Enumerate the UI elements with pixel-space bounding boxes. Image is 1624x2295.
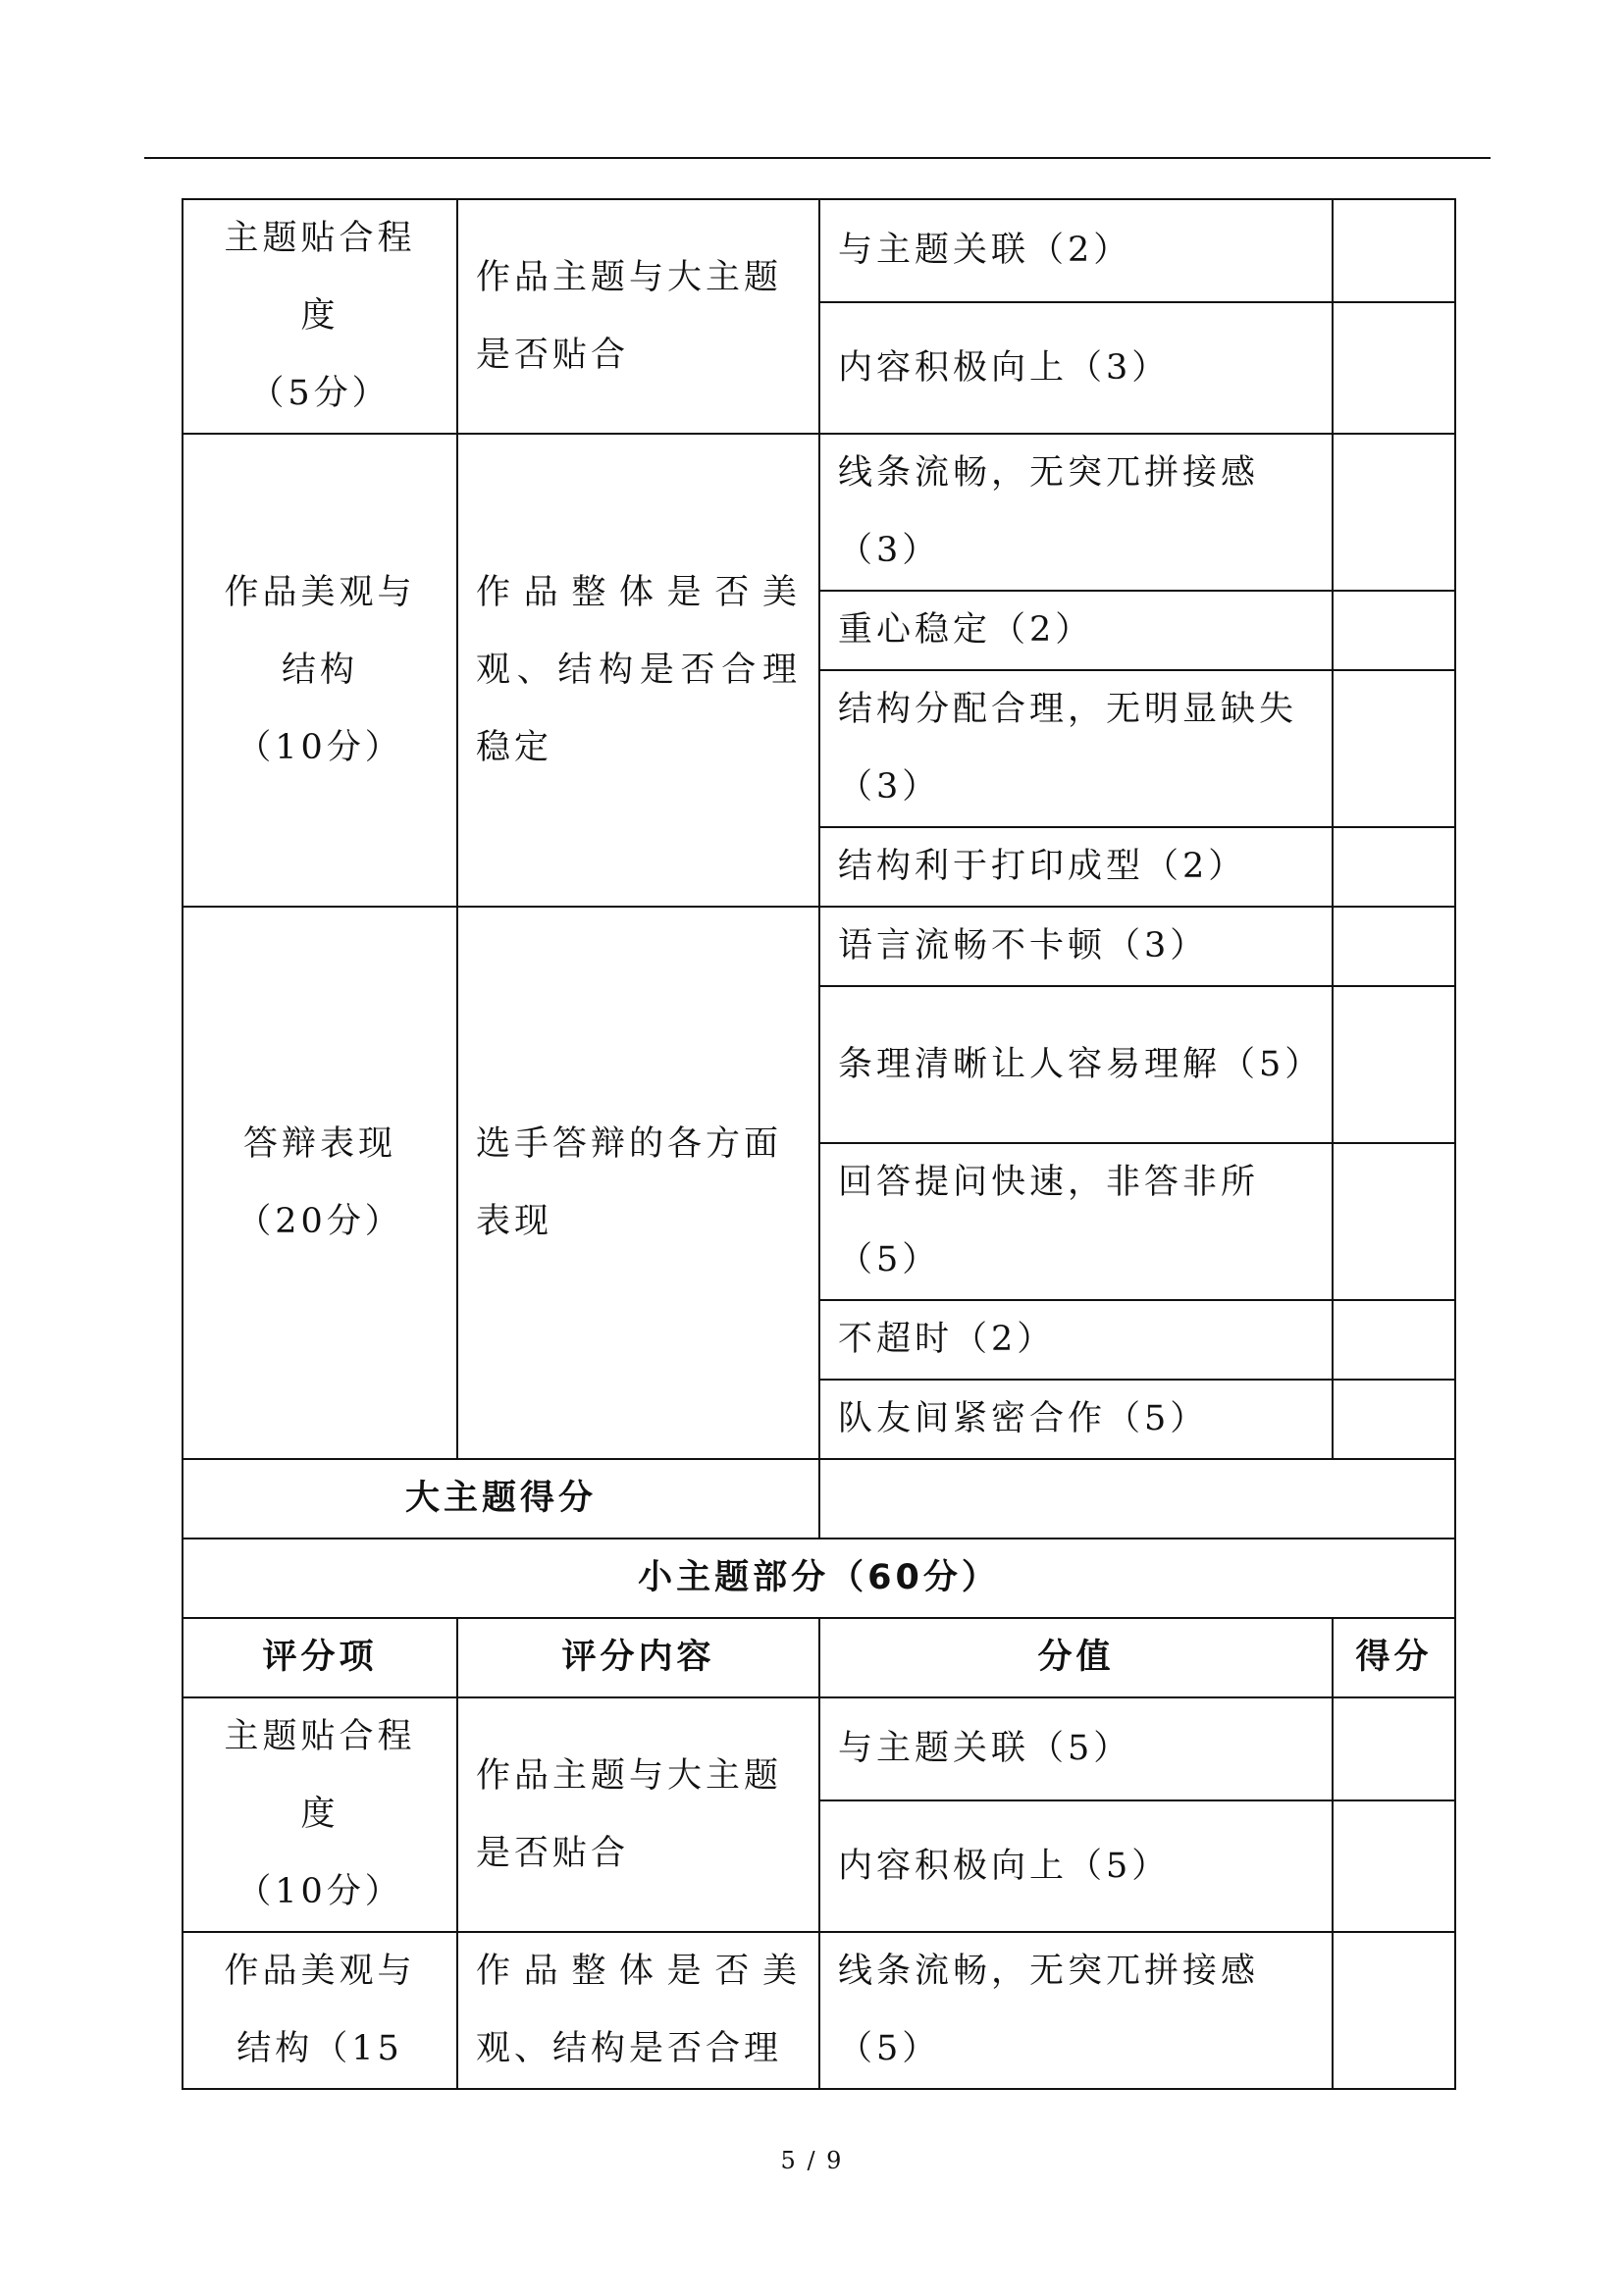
column-header: 得分 — [1333, 1618, 1455, 1697]
score-value: 线条流畅，无突兀拼接感（5） — [819, 1932, 1333, 2089]
score-value: 语言流畅不卡顿（3） — [819, 907, 1333, 986]
criterion-content: 选手答辩的各方面表现 — [457, 907, 819, 1459]
score-value: 不超时（2） — [819, 1300, 1333, 1380]
table-row — [183, 1539, 1455, 1618]
score-cell[interactable] — [1333, 1300, 1455, 1380]
score-cell[interactable] — [1333, 1697, 1455, 1800]
table-row — [183, 1697, 1455, 1800]
score-cell[interactable] — [1333, 1800, 1455, 1932]
score-cell[interactable] — [1333, 1143, 1455, 1300]
criterion-cell: 主题贴合程 度 （10分） — [183, 1697, 457, 1932]
score-cell[interactable] — [1333, 827, 1455, 907]
table-row — [183, 1932, 1455, 2089]
scoring-table — [182, 198, 1456, 2090]
table-row — [183, 434, 1455, 591]
score-cell[interactable] — [1333, 670, 1455, 827]
score-value: 队友间紧密合作（5） — [819, 1380, 1333, 1459]
big-topic-total-label: 大主题得分 — [183, 1459, 819, 1539]
score-value: 与主题关联（5） — [819, 1697, 1333, 1800]
score-cell[interactable] — [1333, 907, 1455, 986]
criterion-cell: 答辩表现 （20分） — [183, 907, 457, 1459]
score-cell[interactable] — [1333, 302, 1455, 434]
criterion-content: 作品主题与大主题是否贴合 — [457, 199, 819, 434]
score-cell[interactable] — [1333, 986, 1455, 1143]
score-value: 线条流畅，无突兀拼接感（3） — [819, 434, 1333, 591]
criterion-content: 作品整体是否美观、结构是否合理 — [457, 1932, 819, 2089]
score-value: 内容积极向上（5） — [819, 1800, 1333, 1932]
score-value: 结构分配合理，无明显缺失（3） — [819, 670, 1333, 827]
header-rule — [144, 157, 1491, 159]
criterion-cell: 作品美观与 结构 （10分） — [183, 434, 457, 907]
score-cell[interactable] — [1333, 199, 1455, 302]
score-value: 与主题关联（2） — [819, 199, 1333, 302]
criterion-content: 作品主题与大主题是否贴合 — [457, 1697, 819, 1932]
criterion-content: 作品整体是否美观、结构是否合理稳定 — [457, 434, 819, 907]
section-title: 小主题部分（60分） — [183, 1539, 1455, 1618]
column-header: 评分内容 — [457, 1618, 819, 1697]
page-number: 5 / 9 — [780, 2147, 844, 2174]
score-value: 回答提问快速，非答非所（5） — [819, 1143, 1333, 1300]
table-row — [183, 907, 1455, 986]
score-value: 条理清晰让人容易理解（5） — [819, 986, 1333, 1143]
column-header: 评分项 — [183, 1618, 457, 1697]
table-header-row — [183, 1618, 1455, 1697]
score-cell[interactable] — [1333, 591, 1455, 670]
table-row — [183, 199, 1455, 302]
score-cell[interactable] — [1333, 1380, 1455, 1459]
column-header: 分值 — [819, 1618, 1333, 1697]
score-cell[interactable] — [1333, 1932, 1455, 2089]
table-row — [183, 1459, 1455, 1539]
score-value: 重心稳定（2） — [819, 591, 1333, 670]
criterion-cell: 主题贴合程 度 （5分） — [183, 199, 457, 434]
score-value: 结构利于打印成型（2） — [819, 827, 1333, 907]
score-cell[interactable] — [1333, 434, 1455, 591]
score-value: 内容积极向上（3） — [819, 302, 1333, 434]
big-topic-total-cell[interactable] — [819, 1459, 1455, 1539]
criterion-cell: 作品美观与 结构（15 — [183, 1932, 457, 2089]
